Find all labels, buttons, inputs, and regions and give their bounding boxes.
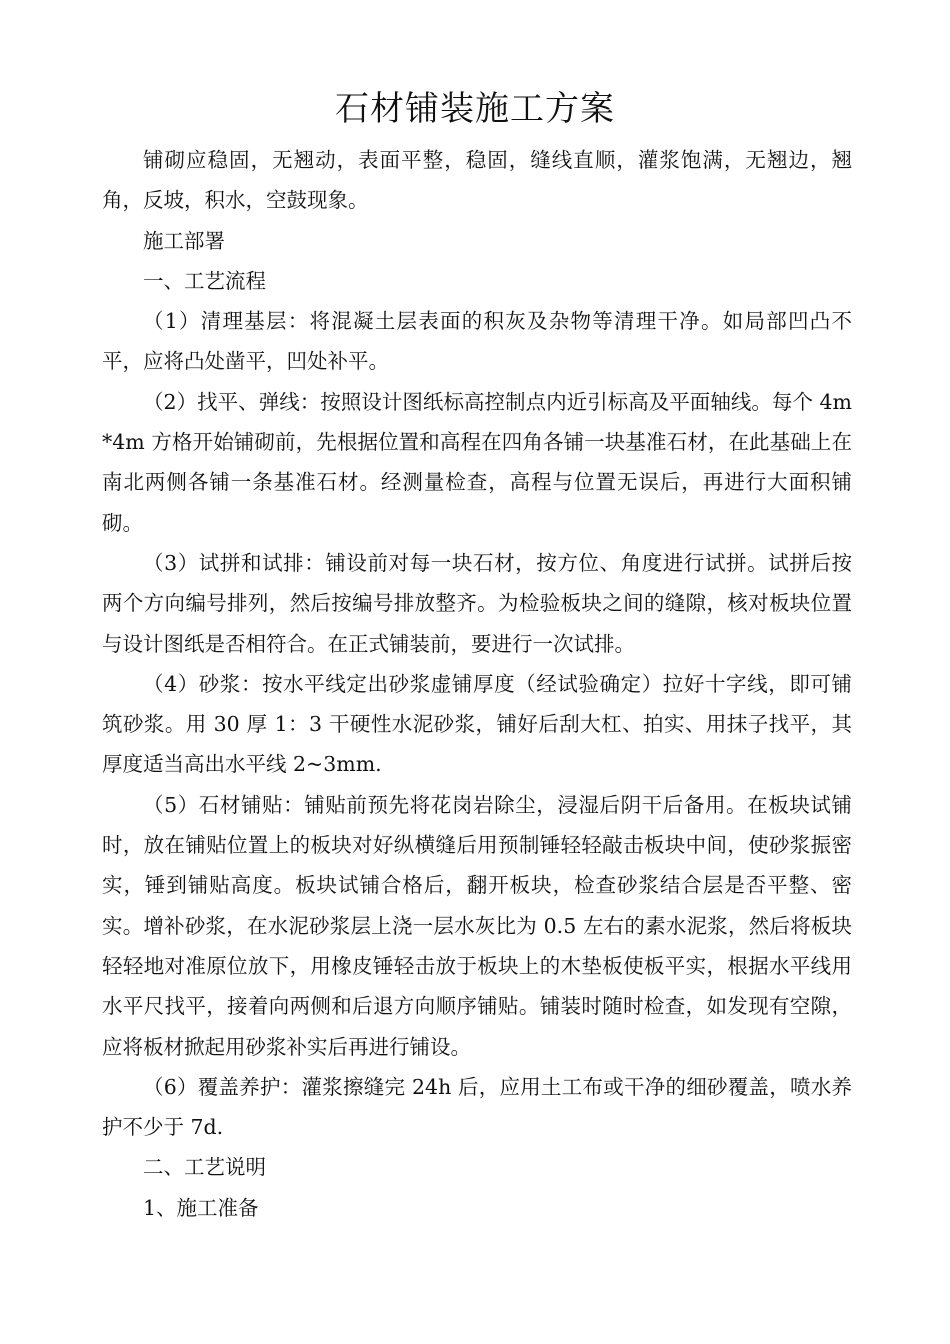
document-body bbox=[102, 140, 852, 1228]
paragraph-intro: 铺砌应稳固，无翘动，表面平整，稳固，缝线直顺，灌浆饱满，无翘边，翘角，反坡，积水，空鼓现象。 bbox=[102, 148, 852, 213]
heading-preparation: 1、施工准备 bbox=[143, 1195, 259, 1220]
paragraph-step-4: （4）砂浆：按水平线定出砂浆虚铺厚度（经试验确定）拉好十字线，即可铺筑砂浆。用 30 厚 1：3 干硬性水泥砂浆，铺好后刮大杠、拍实、用抹子找平，其厚度适当高出水平线 2~3mm. bbox=[102, 671, 852, 777]
paragraph-step-5: （5）石材铺贴：铺贴前预先将花岗岩除尘，浸湿后阴干后备用。在板块试铺时，放在铺贴位置上的板块对好纵横缝后用预制锤轻轻敲击板块中间，使砂浆振密实，锤到铺贴高度。板块试铺合格后，翻开板块，检查砂浆结合层是否平整、密实。增补砂浆，在水泥砂浆层上浇一层水灰比为 0.5 左右的素水泥浆，然后将板块轻轻地对准原位放下，用橡皮锤轻击放于板块上的木垫板使板平实，根据水平线用水平尺找平，接着向两侧和后退方向顺序铺贴。铺装时随时检查，如发现有空隙，应将板材掀起用砂浆补实后再进行铺设。 bbox=[102, 792, 852, 1059]
paragraph-step-1: （1）清理基层：将混凝土层表面的积灰及杂物等清理干净。如局部凹凸不平，应将凸处凿平，凹处补平。 bbox=[102, 309, 852, 374]
paragraph-step-3: （3）试拼和试排：铺设前对每一块石材，按方位、角度进行试拼。试拼后按两个方向编号排列，然后按编号排放整齐。为检验板块之间的缝隙，核对板块位置与设计图纸是否相符合。在正式铺装前，要进行一次试排。 bbox=[102, 550, 852, 656]
paragraph-step-6: （6）覆盖养护：灌浆擦缝完 24h 后，应用土工布或干净的细砂覆盖，喷水养护不少于 7d. bbox=[102, 1074, 852, 1140]
paragraph-step-2: （2）找平、弹线：按照设计图纸标高控制点内近引标高及平面轴线。每个 4m*4m 方格开始铺砌前，先根据位置和高程在四角各铺一块基准石材，在此基础上在南北两侧各铺一条基准石材。经测量检查，高程与位置无误后，再进行大面积铺砌。 bbox=[102, 389, 852, 535]
heading-process-flow: 一、工艺流程 bbox=[143, 268, 266, 293]
heading-construction-deployment: 施工部署 bbox=[143, 228, 225, 253]
document-title: 石材铺装施工方案 bbox=[335, 89, 615, 129]
heading-process-notes: 二、工艺说明 bbox=[143, 1155, 266, 1180]
